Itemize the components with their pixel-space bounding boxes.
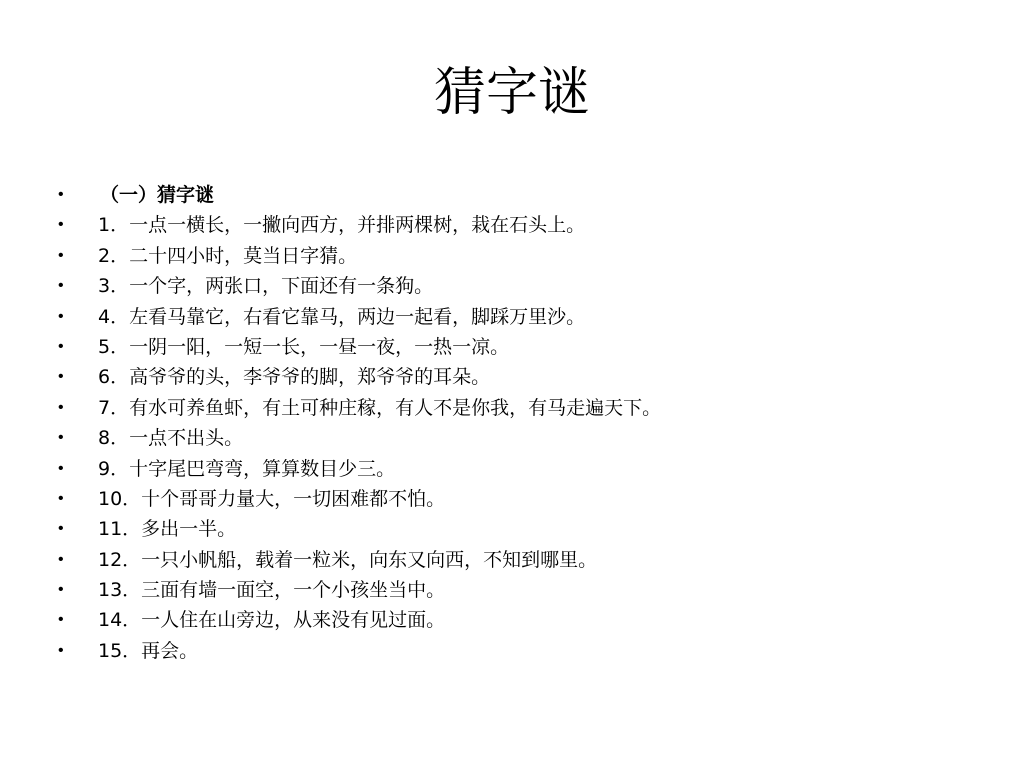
bullet-dot-icon: •: [58, 307, 64, 325]
bullet-item: [58, 393, 661, 423]
bullet-text: 3．一个字，两张口，下面还有一条狗。: [98, 275, 434, 298]
bullet-dot-icon: •: [58, 246, 64, 264]
bullet-text: 8．一点不出头。: [98, 427, 244, 450]
bullet-item: [58, 605, 661, 635]
bullet-item: [58, 302, 661, 332]
bullet-item: [58, 484, 661, 514]
bullet-text: 13．三面有墙一面空，一个小孩坐当中。: [98, 579, 446, 602]
bullet-dot-icon: •: [58, 368, 64, 386]
bullet-text: 1．一点一横长，一撇向西方，并排两棵树，栽在石头上。: [98, 214, 586, 237]
bullet-dot-icon: •: [58, 611, 64, 629]
bullet-dot-icon: •: [58, 520, 64, 538]
bullet-text: （一）猜字谜: [100, 184, 215, 206]
bullet-item: [58, 423, 661, 453]
bullet-dot-icon: •: [58, 429, 64, 447]
bullet-dot-icon: •: [58, 459, 64, 477]
bullet-text: 6．高爷爷的头，李爷爷的脚，郑爷爷的耳朵。: [98, 366, 491, 389]
bullet-text: 10．十个哥哥力量大，一切困难都不怕。: [98, 487, 446, 510]
bullet-item: [58, 575, 661, 605]
bullet-item: [58, 454, 661, 484]
bullet-text: 4．左看马靠它，右看它靠马，两边一起看，脚踩万里沙。: [98, 305, 586, 328]
bullet-dot-icon: •: [58, 489, 64, 507]
bullet-dot-icon: •: [58, 641, 64, 659]
bullet-item: [58, 210, 661, 240]
bullet-dot-icon: •: [58, 398, 64, 416]
bullet-item: [58, 514, 661, 544]
bullet-item: [58, 545, 661, 575]
bullet-text: 12．一只小帆船，载着一粒米，向东又向西，不知到哪里。: [98, 548, 598, 571]
bullet-item: [58, 362, 661, 392]
bullet-dot-icon: •: [58, 277, 64, 295]
bullet-dot-icon: •: [58, 216, 64, 234]
bullet-item-heading: [58, 180, 661, 210]
bullet-dot-icon: •: [58, 581, 64, 599]
bullet-text: 2．二十四小时，莫当日字猜。: [98, 244, 358, 267]
bullet-text: 7．有水可养鱼虾，有土可种庄稼，有人不是你我，有马走遍天下。: [98, 396, 662, 419]
bullet-item: [58, 241, 661, 271]
slide-title: 猜字谜: [433, 63, 590, 123]
bullet-dot-icon: •: [58, 337, 64, 355]
bullet-text: 9．十字尾巴弯弯，算算数目少三。: [98, 457, 396, 480]
bullet-item: [58, 332, 661, 362]
bullet-text: 14．一人住在山旁边，从来没有见过面。: [98, 609, 446, 632]
bullet-item: [58, 636, 661, 666]
bullet-dot-icon: •: [58, 550, 64, 568]
bullet-text: 11．多出一半。: [98, 518, 237, 541]
bullet-dot-icon: •: [58, 186, 64, 203]
bullet-text: 5．一阴一阳，一短一长，一昼一夜，一热一凉。: [98, 335, 510, 358]
bullet-item: [58, 271, 661, 301]
bullet-list: [58, 180, 661, 666]
bullet-text: 15．再会。: [98, 639, 199, 662]
